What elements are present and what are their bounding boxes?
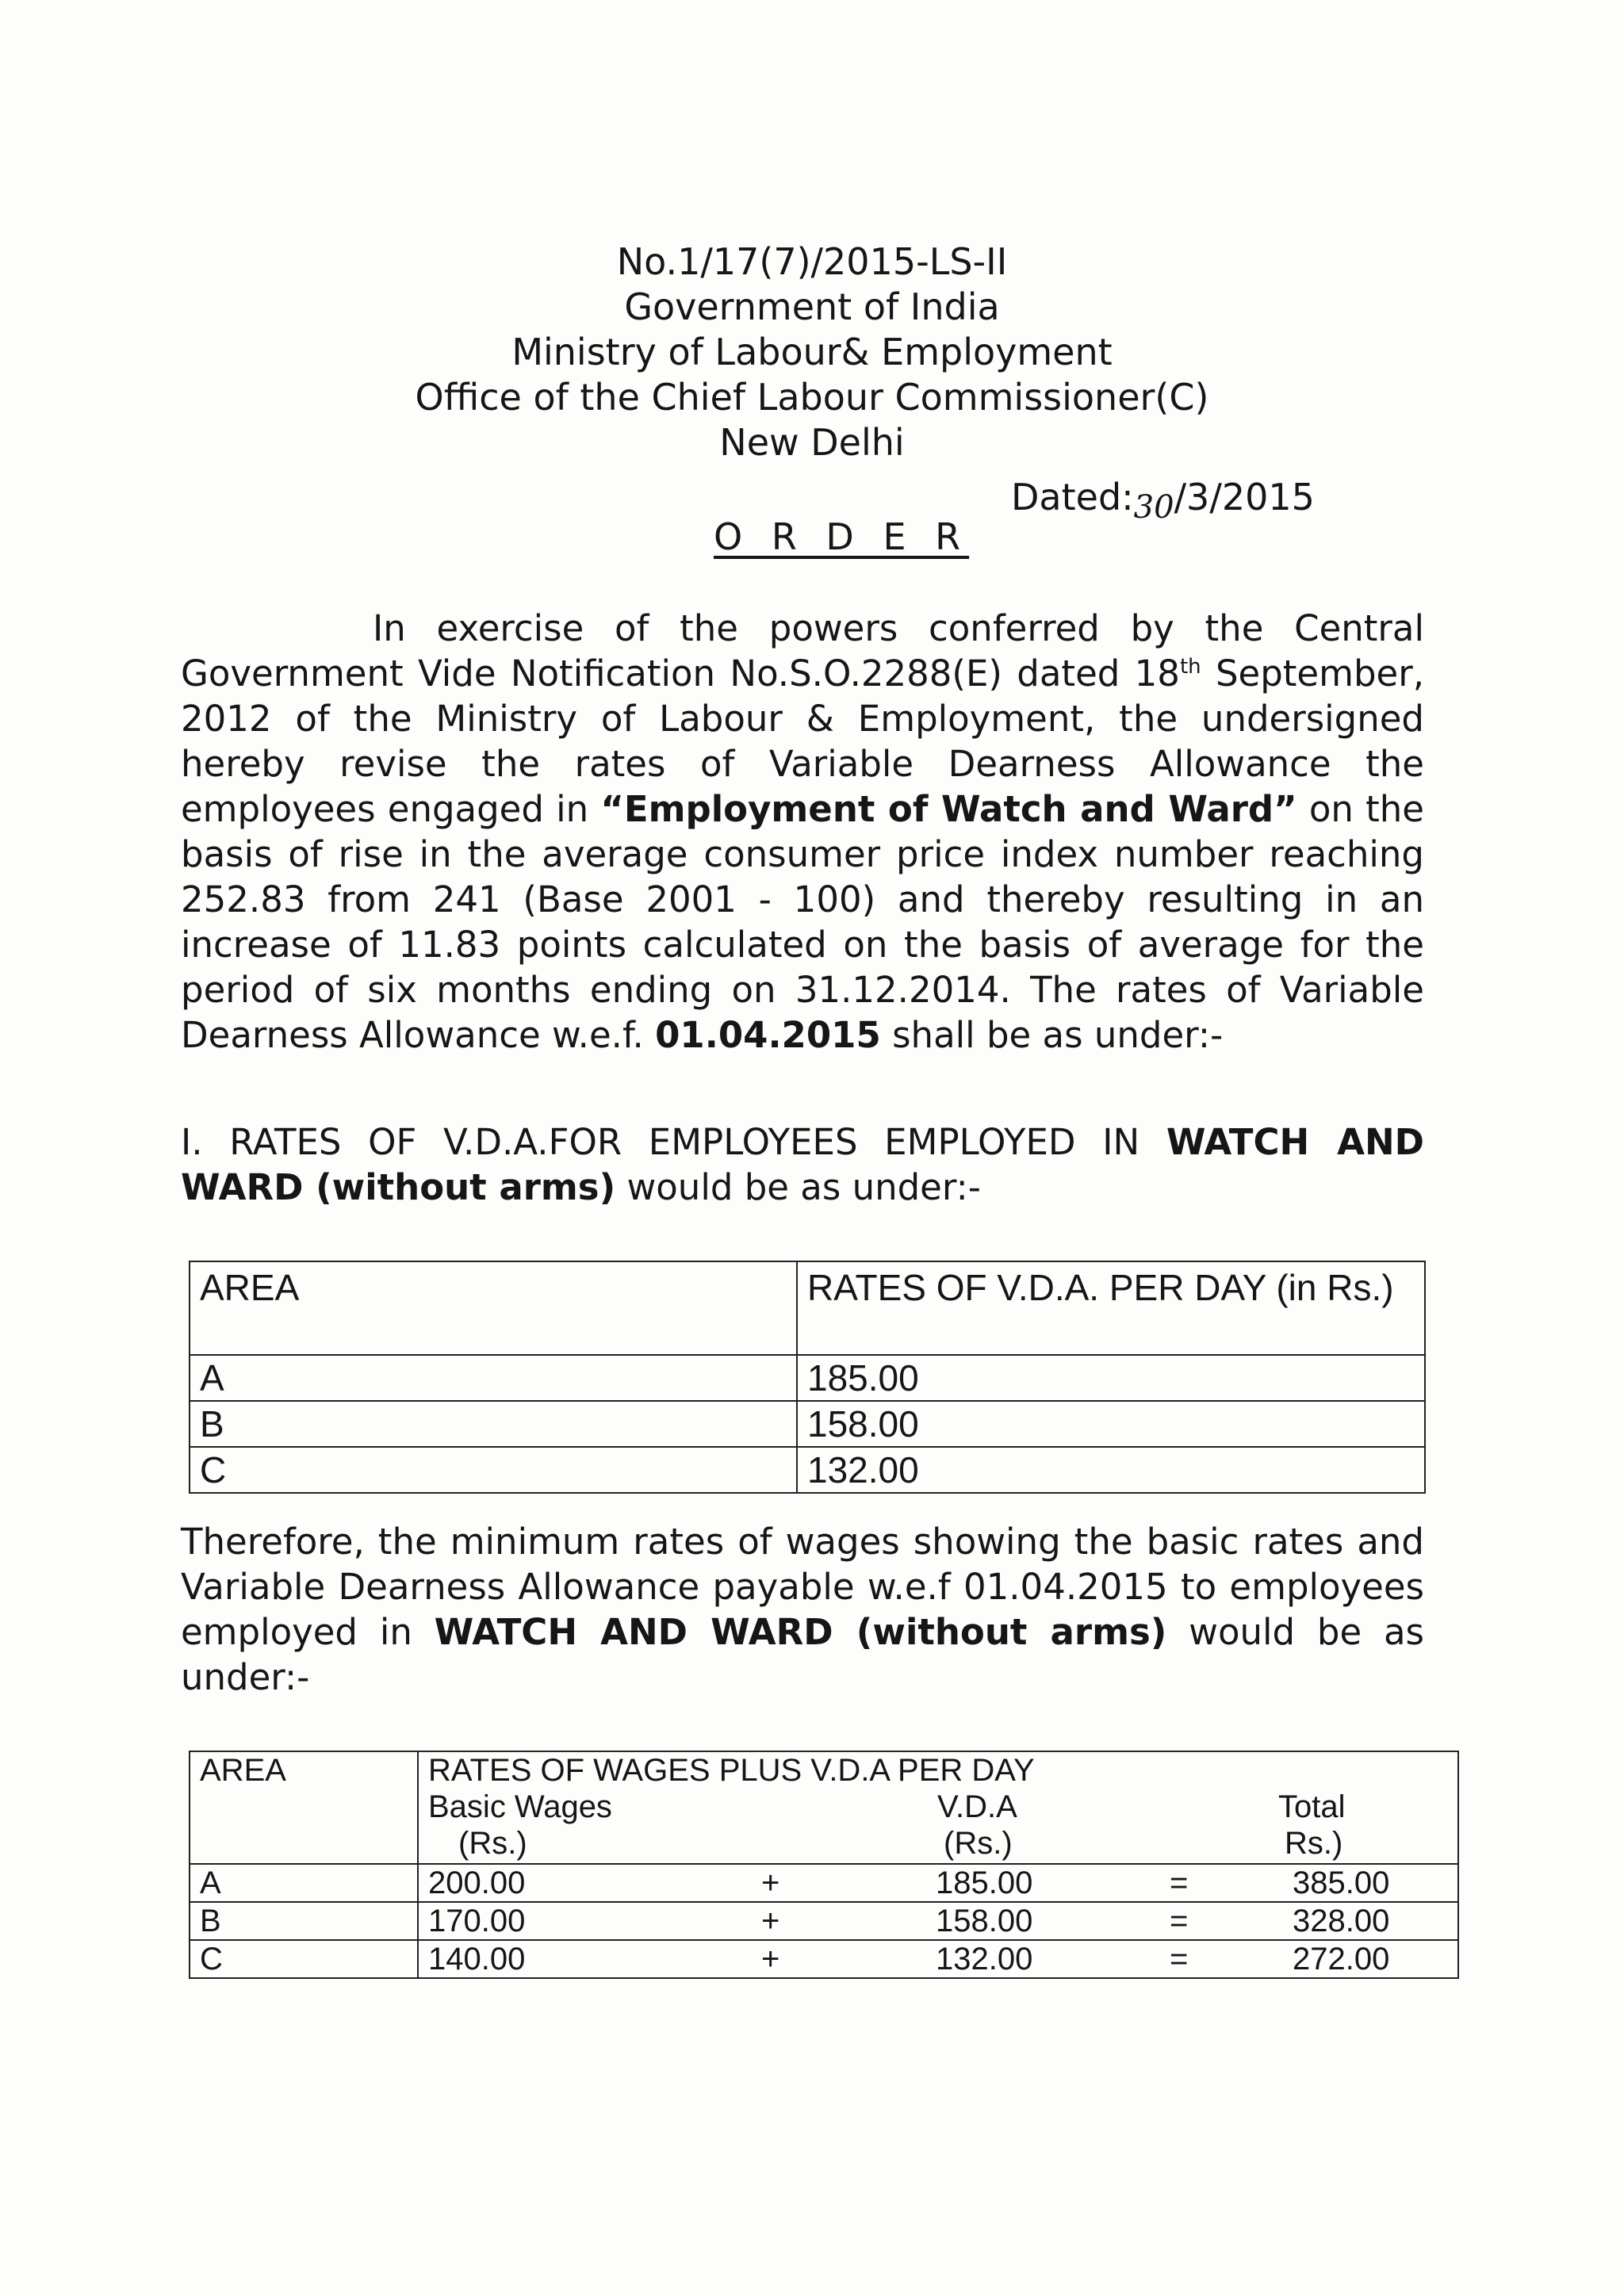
main-header: RATES OF WAGES PLUS V.D.A PER DAY [428, 1753, 1035, 1788]
order-title: O R D E R [714, 515, 970, 558]
rate-header: RATES OF V.D.A. PER DAY (in Rs.) [797, 1261, 1425, 1355]
basic-wage: 200.00 [428, 1866, 526, 1900]
para2-text-2: would be as under:- [181, 1611, 1424, 1698]
table-row [190, 1355, 1425, 1401]
table-row [190, 1864, 1458, 1902]
order-date [1011, 476, 1315, 526]
section-heading-tail: would be as under:- [615, 1166, 981, 1208]
order-paragraph [181, 606, 1424, 1058]
table-header-row [190, 1261, 1425, 1355]
handwritten-day: 30 [1133, 489, 1174, 526]
ministry-name: Ministry of Labour& Employment [511, 331, 1113, 373]
rate-cell: 158.00 [797, 1401, 1425, 1447]
vda-amount: 132.00 [936, 1942, 1033, 1976]
total-amount: 328.00 [1293, 1904, 1390, 1938]
para1-superscript: th [1179, 655, 1201, 679]
dated-month-year: /3/2015 [1174, 476, 1315, 519]
total-amount: 272.00 [1293, 1942, 1390, 1976]
para1-text-2: September, 2012 of the Ministry of Labour & Employment, the undersigned hereby revise the rates of Variable Dearness Allowance the employees engaged in [181, 652, 1425, 830]
section-heading-bold: WATCH AND WARD (without arms) [181, 1121, 1424, 1208]
section-heading-text: I. RATES OF V.D.A.FOR EMPLOYEES EMPLOYED IN [181, 1121, 1166, 1163]
plus-sign: + [761, 1866, 780, 1900]
table-row [190, 1401, 1425, 1447]
vda-header: V.D.A [937, 1789, 1017, 1824]
equals-sign: = [1170, 1904, 1189, 1938]
table-row [190, 1940, 1458, 1978]
para1-text-3: on the basis of rise in the average consumer price index number reaching 252.83 from 241 (Base 2001 - 100) and thereby resulting in an increase of 11.83 points calculated on the basis of average for the period of six months ending on 31.12.2014. The rates of Variable Dearness Allowance w.e.f. [181, 788, 1424, 1056]
para2-text-1: Therefore, the minimum rates of wages showing the basic rates and Variable Dearness Allowance payable w.e.f 01.04.2015 to employees employed in [181, 1521, 1424, 1653]
wage-calc-cell [418, 1940, 1458, 1978]
area-cell: A [190, 1355, 797, 1401]
wages-table [189, 1751, 1459, 1979]
government-name: Government of India [624, 285, 1000, 328]
para1-bold-date: 01.04.2015 [655, 1014, 881, 1056]
vda-rates-table [189, 1261, 1426, 1494]
para1-text-1: In exercise of the powers conferred by the Central Government Vide Notification No.S.O.2288(E) dated 18 [181, 607, 1424, 695]
basic-wages-header: Basic Wages [428, 1789, 612, 1824]
dated-label: Dated: [1011, 476, 1134, 519]
wages-paragraph [181, 1519, 1424, 1700]
area-cell: A [190, 1864, 418, 1902]
basic-wage: 140.00 [428, 1942, 526, 1976]
plus-sign: + [761, 1942, 780, 1976]
vda-amount: 158.00 [936, 1904, 1033, 1938]
equals-sign: = [1170, 1866, 1189, 1900]
wage-calc-cell [418, 1902, 1458, 1940]
area-cell: B [190, 1401, 797, 1447]
total-unit: Rs.) [1285, 1826, 1343, 1861]
area-cell: C [190, 1447, 797, 1493]
table-header-row [190, 1751, 1458, 1864]
table-row [190, 1447, 1425, 1493]
basic-wages-unit: (Rs.) [458, 1826, 527, 1861]
vda-unit: (Rs.) [944, 1826, 1013, 1861]
plus-sign: + [761, 1904, 780, 1938]
rate-cell: 185.00 [797, 1355, 1425, 1401]
reference-number: No.1/17(7)/2015-LS-II [616, 240, 1008, 283]
equals-sign: = [1170, 1942, 1189, 1976]
total-header: Total [1278, 1789, 1346, 1824]
wages-header-cell [418, 1751, 1458, 1864]
area-header: AREA [190, 1751, 418, 1864]
table-row [190, 1902, 1458, 1940]
para1-text-4: shall be as under:- [880, 1014, 1224, 1056]
letterhead [0, 239, 1624, 465]
basic-wage: 170.00 [428, 1904, 526, 1938]
total-amount: 385.00 [1293, 1866, 1390, 1900]
vda-amount: 185.00 [936, 1866, 1033, 1900]
area-cell: C [190, 1940, 418, 1978]
area-header: AREA [190, 1261, 797, 1355]
rate-cell: 132.00 [797, 1447, 1425, 1493]
city-name: New Delhi [719, 421, 905, 464]
wage-calc-cell [418, 1864, 1458, 1902]
area-cell: B [190, 1902, 418, 1940]
office-name: Office of the Chief Labour Commissioner(C) [415, 376, 1209, 419]
para2-bold: WATCH AND WARD (without arms) [434, 1611, 1167, 1653]
para1-bold-1: “Employment of Watch and Ward” [600, 788, 1297, 830]
section-heading [181, 1119, 1424, 1210]
